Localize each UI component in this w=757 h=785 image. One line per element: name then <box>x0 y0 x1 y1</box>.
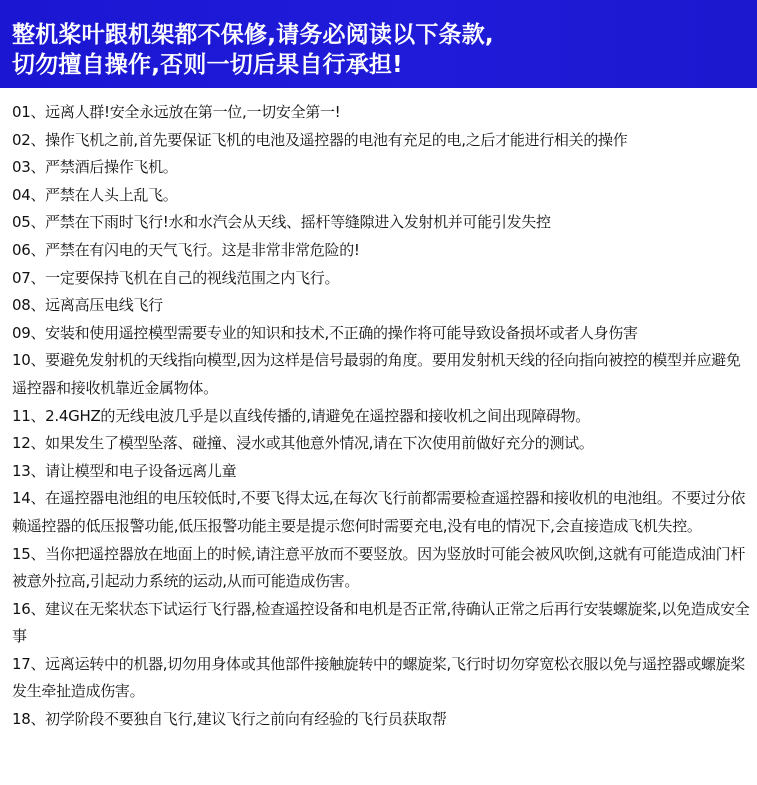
term-item-14: 14、在遥控器电池组的电压较低时,不要飞得太远,在每次飞行前都需要检查遥控器和接收机的电池组。不要过分依赖遥控器的低压报警功能,低压报警功能主要是提示您何时需要充电,没有电的情况下,会直接造成飞机失控。 <box>12 489 746 535</box>
term-item-08: 08、远离高压电线飞行 <box>12 296 163 315</box>
term-item-05: 05、严禁在下雨时飞行!水和水汽会从天线、摇杆等缝隙进入发射机并可能引发失控 <box>12 213 551 232</box>
term-item-07: 07、一定要保持飞机在自己的视线范围之内飞行。 <box>12 268 340 287</box>
term-item-04: 04、严禁在人头上乱飞。 <box>12 185 178 204</box>
term-item-06: 06、严禁在有闪电的天气飞行。这是非常非常危险的! <box>12 240 360 259</box>
term-item-18: 18、初学阶段不要独自飞行,建议飞行之前向有经验的飞行员获取帮 <box>12 710 447 729</box>
term-item-11: 11、2.4GHZ的无线电波几乎是以直线传播的,请避免在遥控器和接收机之间出现障碍物。 <box>12 406 590 425</box>
warning-banner <box>0 0 757 88</box>
terms-list <box>12 99 750 734</box>
warning-title-line-1: 整机桨叶跟机架都不保修,请务必阅读以下条款, <box>12 22 494 48</box>
term-item-12: 12、如果发生了模型坠落、碰撞、浸水或其他意外情况,请在下次使用前做好充分的测试。 <box>12 434 594 453</box>
term-item-13: 13、请让模型和电子设备远离儿童 <box>12 461 237 480</box>
term-item-01: 01、远离人群!安全永远放在第一位,一切安全第一! <box>12 103 341 121</box>
term-item-17: 17、远离运转中的机器,切勿用身体或其他部件接触旋转中的螺旋桨,飞行时切勿穿宽松衣服以免与遥控器或螺旋桨发生牵扯造成伤害。 <box>12 654 746 701</box>
warning-title-line-2: 切勿擅自操作,否则一切后果自行承担! <box>12 52 403 78</box>
term-item-03: 03、严禁酒后操作飞机。 <box>12 158 178 177</box>
term-item-15: 15、当你把遥控器放在地面上的时候,请注意平放而不要竖放。因为竖放时可能会被风吹倒,这就有可能造成油门杆被意外拉高,引起动力系统的运动,从而可能造成伤害。 <box>12 544 746 591</box>
term-item-09: 09、安装和使用遥控模型需要专业的知识和技术,不正确的操作将可能导致设备损坏或者人身伤害 <box>12 323 638 342</box>
term-item-02: 02、操作飞机之前,首先要保证飞机的电池及遥控器的电池有充足的电,之后才能进行相关的操作 <box>12 130 628 149</box>
term-item-16: 16、建议在无桨状态下试运行飞行器,检查遥控设备和电机是否正常,待确认正常之后再行安装螺旋桨,以免造成安全事 <box>12 599 750 646</box>
term-item-10: 10、要避免发射机的天线指向模型,因为这样是信号最弱的角度。要用发射机天线的径向指向被控的模型并应避免遥控器和接收机靠近金属物体。 <box>12 351 741 397</box>
